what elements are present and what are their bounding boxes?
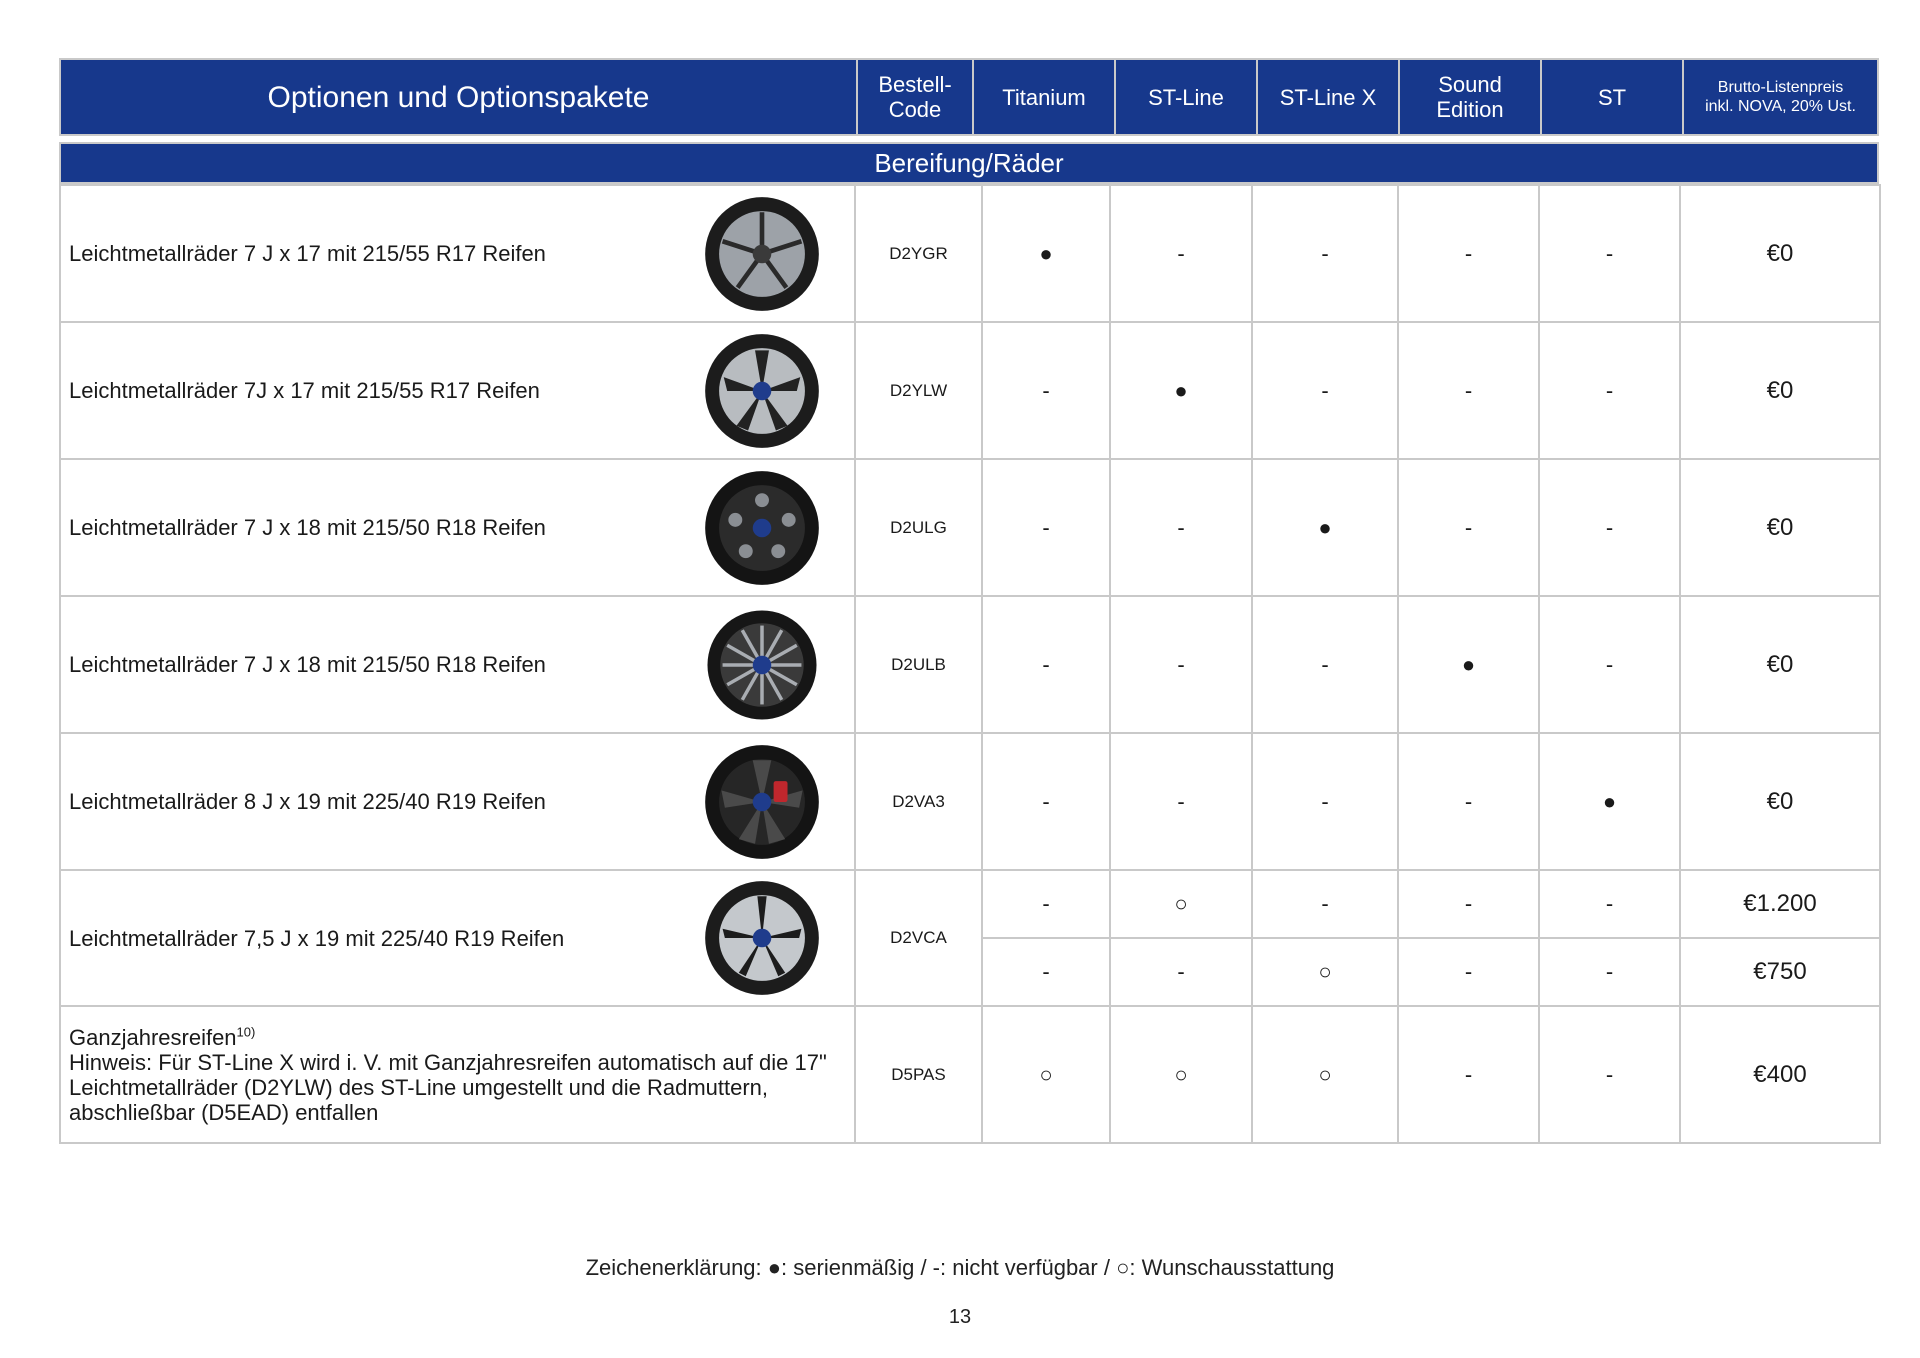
mark-st-line: ○ (1110, 1006, 1252, 1143)
price: €0 (1680, 322, 1880, 459)
mark-titanium: - (982, 322, 1110, 459)
table-row (60, 596, 1880, 733)
mark-st-line-x: ○ (1252, 1006, 1398, 1143)
mark-titanium: - (982, 733, 1110, 870)
mark-st-line-x: - (1252, 596, 1398, 733)
mark-sound-edition: - (1398, 459, 1539, 596)
row-description (60, 1006, 855, 1143)
order-code: D2YGR (855, 185, 982, 322)
header-st: ST (1540, 60, 1682, 134)
mark-st-line: ● (1110, 322, 1252, 459)
row-description (60, 459, 855, 596)
options-table-frame (59, 58, 1879, 1144)
mark-st: - (1539, 596, 1680, 733)
row-description-text: Leichtmetallräder 7 J x 18 mit 215/50 R18 Reifen (69, 515, 546, 540)
order-code: D2VA3 (855, 733, 982, 870)
all-season-note: Hinweis: Für ST-Line X wird i. V. mit Ganzjahresreifen automatisch auf die 17" Leichtmetallräder (D2YLW) des ST-Line umgestellt und die Radmuttern, abschließbar (D5EAD) entfallen (69, 1049, 827, 1125)
price: €0 (1680, 596, 1880, 733)
mark-sound-edition: - (1398, 1006, 1539, 1143)
wheel-icon (704, 880, 820, 996)
header-sound-edition (1398, 60, 1540, 134)
order-code: D5PAS (855, 1006, 982, 1143)
mark-st: - (1539, 1006, 1680, 1143)
order-code: D2ULB (855, 596, 982, 733)
mark-st-line: ○ (1110, 870, 1252, 938)
header-order-code-text: Bestell- Code (878, 72, 952, 122)
mark-sound-edition: - (1398, 870, 1539, 938)
mark-titanium: - (982, 596, 1110, 733)
row-description (60, 185, 855, 322)
mark-sound-edition: ● (1398, 596, 1539, 733)
mark-titanium: - (982, 870, 1110, 938)
mark-st-line-x: - (1252, 185, 1398, 322)
row-description (60, 870, 855, 1006)
header-order-code (856, 60, 972, 134)
header-st-line-x: ST-Line X (1256, 60, 1398, 134)
mark-st-line-x: - (1252, 870, 1398, 938)
order-code: D2VCA (855, 870, 982, 1006)
mark-titanium: - (982, 938, 1110, 1006)
mark-st: - (1539, 870, 1680, 938)
price: €750 (1680, 938, 1880, 1006)
mark-st: - (1539, 185, 1680, 322)
mark-st-line: - (1110, 938, 1252, 1006)
mark-titanium: - (982, 459, 1110, 596)
wheel-icon (704, 196, 820, 312)
row-description (60, 596, 855, 733)
order-code: D2ULG (855, 459, 982, 596)
mark-st: - (1539, 938, 1680, 1006)
table-row (60, 1006, 1880, 1143)
price: €0 (1680, 459, 1880, 596)
legend: Zeichenerklärung: ●: serienmäßig / -: nicht verfügbar / ○: Wunschausstattung (585, 1255, 1335, 1280)
mark-st-line: - (1110, 185, 1252, 322)
mark-st-line-x: ○ (1252, 938, 1398, 1006)
row-description (60, 733, 855, 870)
table-row (60, 322, 1880, 459)
mark-sound-edition: - (1398, 185, 1539, 322)
mark-st-line-x: ● (1252, 459, 1398, 596)
mark-st-line: - (1110, 459, 1252, 596)
row-description-text: Leichtmetallräder 8 J x 19 mit 225/40 R19 Reifen (69, 789, 546, 814)
table-header (59, 58, 1879, 136)
page-number: 13 (948, 1306, 972, 1328)
mark-sound-edition: - (1398, 322, 1539, 459)
order-code: D2YLW (855, 322, 982, 459)
wheel-icon (704, 470, 820, 586)
table-row (60, 870, 1880, 938)
price: €1.200 (1680, 870, 1880, 938)
header-sound-edition-text: Sound Edition (1436, 72, 1504, 122)
header-st-line: ST-Line (1114, 60, 1256, 134)
mark-st-line-x: - (1252, 733, 1398, 870)
mark-st: ● (1539, 733, 1680, 870)
row-description-text: Leichtmetallräder 7J x 17 mit 215/55 R17 Reifen (69, 378, 540, 403)
options-table (59, 184, 1881, 1144)
mark-sound-edition: - (1398, 733, 1539, 870)
row-description-text: Leichtmetallräder 7,5 J x 19 mit 225/40 R19 Reifen (69, 925, 565, 951)
mark-st: - (1539, 322, 1680, 459)
table-row (60, 185, 1880, 322)
header-price (1682, 60, 1877, 134)
header-title: Optionen und Optionspakete (267, 80, 650, 114)
footnote-ref: 10) (236, 1024, 256, 1040)
row-description-text: Leichtmetallräder 7 J x 18 mit 215/50 R18 Reifen (69, 652, 546, 677)
wheel-icon (704, 607, 820, 723)
table-row (60, 733, 1880, 870)
section-title: Bereifung/Räder (59, 142, 1879, 184)
header-titanium: Titanium (972, 60, 1114, 134)
mark-titanium: ○ (982, 1006, 1110, 1143)
price: €400 (1680, 1006, 1880, 1143)
mark-titanium: ● (982, 185, 1110, 322)
wheel-icon (704, 333, 820, 449)
mark-st-line-x: - (1252, 322, 1398, 459)
header-price-text: Brutto-Listenpreis inkl. NOVA, 20% Ust. (1705, 79, 1856, 115)
mark-st: - (1539, 459, 1680, 596)
row-description-text: Leichtmetallräder 7 J x 17 mit 215/55 R17 Reifen (69, 241, 546, 266)
mark-sound-edition: - (1398, 938, 1539, 1006)
price: €0 (1680, 733, 1880, 870)
row-description (60, 322, 855, 459)
mark-st-line: - (1110, 596, 1252, 733)
price: €0 (1680, 185, 1880, 322)
row-description-text (69, 1025, 854, 1125)
mark-st-line: - (1110, 733, 1252, 870)
wheel-icon (704, 744, 820, 860)
all-season-title: Ganzjahresreifen (69, 1024, 237, 1050)
table-row (60, 459, 1880, 596)
